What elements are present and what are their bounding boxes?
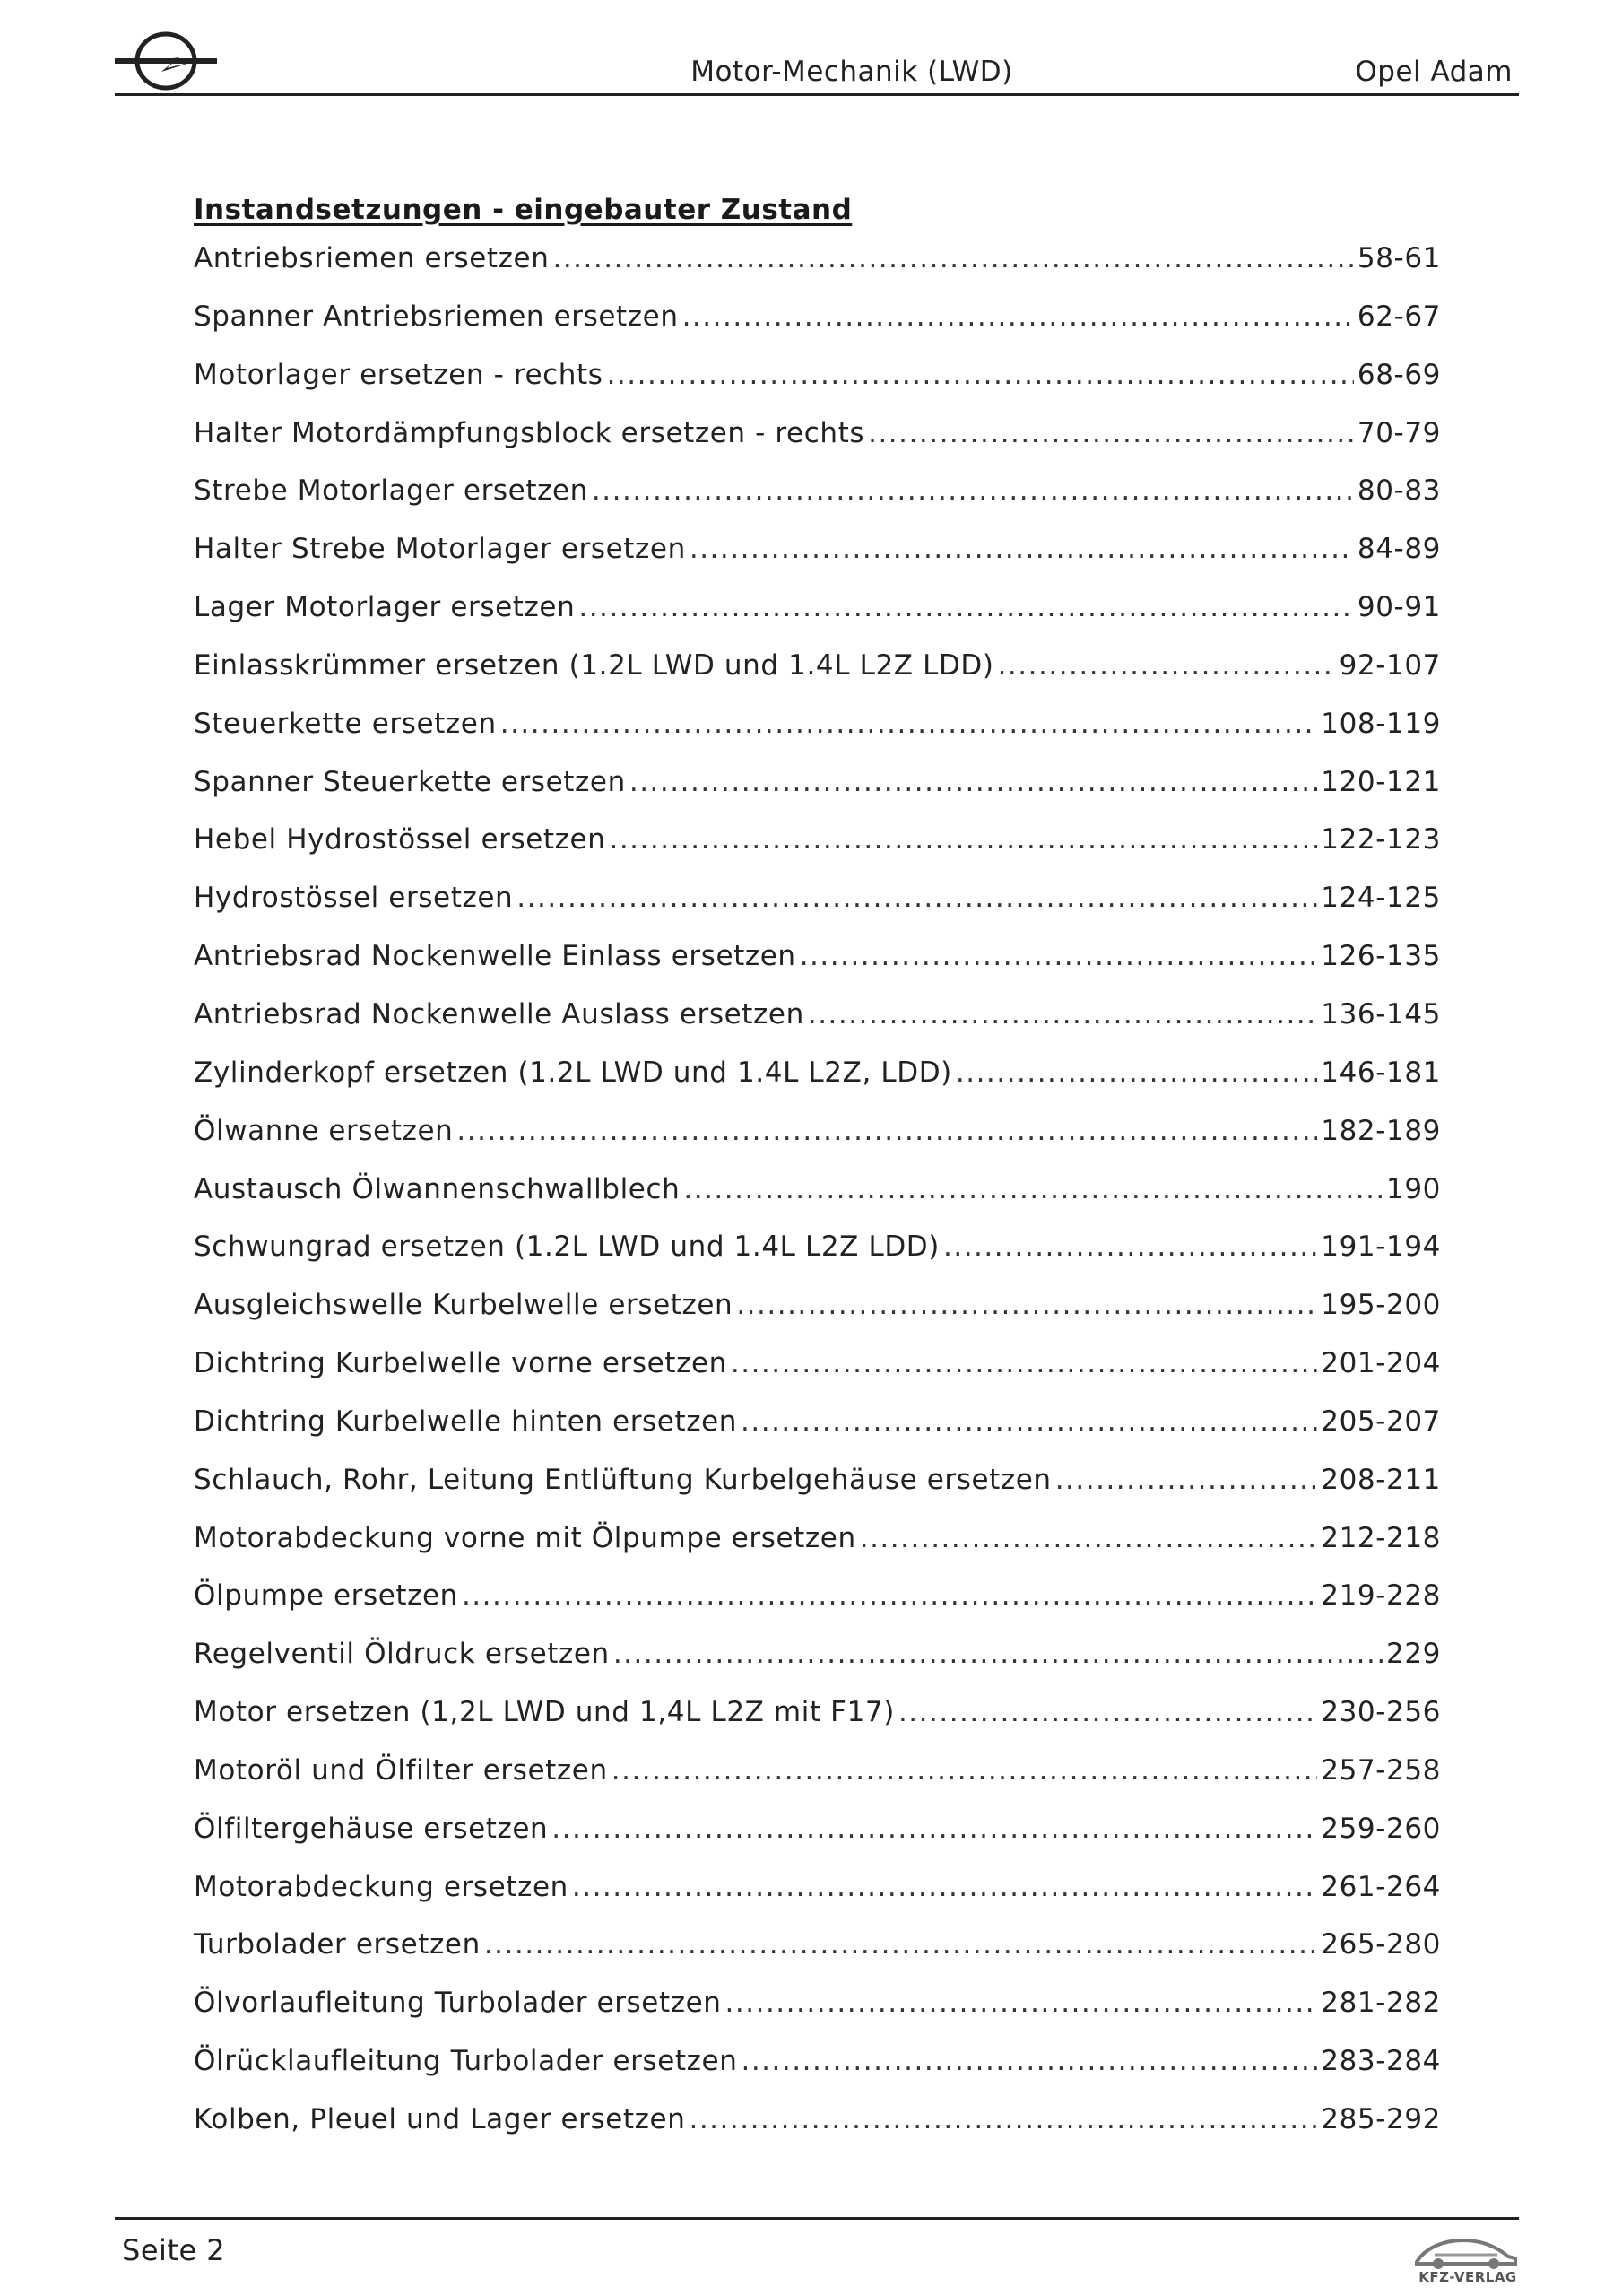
- toc-dot-leader: [572, 1871, 1317, 1903]
- toc-entry: [194, 1289, 1441, 1347]
- toc-entry-pages: 281-282: [1321, 1987, 1441, 2020]
- toc-entry-pages: 230-256: [1321, 1696, 1441, 1729]
- toc-entry-pages: 108-119: [1321, 707, 1441, 740]
- toc-entry-pages: 182-189: [1321, 1114, 1441, 1147]
- toc-entry: [194, 1115, 1441, 1173]
- toc-entry-pages: 283-284: [1321, 2045, 1441, 2078]
- page-number: Seite 2: [122, 2233, 226, 2267]
- toc-entry: [194, 1347, 1441, 1405]
- footer-divider: [115, 2217, 1519, 2220]
- toc-entry: [194, 1464, 1441, 1522]
- vehicle-model: Opel Adam: [1355, 56, 1513, 88]
- toc-entry: [194, 1579, 1441, 1638]
- toc-dot-leader: [736, 1289, 1317, 1321]
- toc-entry-pages: 190: [1386, 1172, 1441, 1205]
- toc-entry-pages: 257-258: [1321, 1753, 1441, 1787]
- toc-entry-title: Strebe Motorlager ersetzen: [194, 474, 588, 508]
- toc-entry-title: Ausgleichswelle Kurbelwelle ersetzen: [194, 1289, 733, 1322]
- toc-entry-pages: 229: [1386, 1638, 1441, 1671]
- toc-entry-title: Motorlager ersetzen - rechts: [194, 358, 603, 391]
- toc-entry-title: Spanner Steuerkette ersetzen: [194, 765, 626, 798]
- toc-entry-title: Motorabdeckung vorne mit Ölpumpe ersetzen: [194, 1521, 856, 1554]
- toc-entry-title: Hydrostössel ersetzen: [194, 882, 514, 915]
- toc-dot-leader: [516, 882, 1317, 914]
- toc-entry: [194, 1987, 1441, 2045]
- toc-entry: [194, 1405, 1441, 1464]
- toc-entry: [194, 649, 1441, 708]
- toc-dot-leader: [860, 1522, 1318, 1554]
- toc-entry-pages: 219-228: [1321, 1579, 1441, 1613]
- toc-dot-leader: [689, 2103, 1317, 2135]
- toc-dot-leader: [808, 998, 1317, 1031]
- opel-logo-icon: [115, 29, 217, 93]
- toc-dot-leader: [607, 359, 1354, 391]
- toc-dot-leader: [484, 1928, 1317, 1961]
- toc-dot-leader: [613, 1638, 1383, 1670]
- toc-entry-pages: 259-260: [1321, 1812, 1441, 1845]
- toc-dot-leader: [609, 823, 1317, 856]
- toc-dot-leader: [956, 1057, 1317, 1089]
- toc-dot-leader: [943, 1231, 1317, 1263]
- toc-entry-title: Motor ersetzen (1,2L LWD und 1,4L L2Z mit F17): [194, 1696, 895, 1729]
- toc-entry: [194, 591, 1441, 649]
- toc-entry-pages: 124-125: [1321, 882, 1441, 915]
- toc-dot-leader: [898, 1696, 1317, 1728]
- toc-entry-pages: 285-292: [1321, 2103, 1441, 2135]
- toc-entry-title: Halter Motordämpfungsblock ersetzen - rechts: [194, 416, 865, 449]
- toc-dot-leader: [552, 242, 1353, 274]
- toc-entry-pages: 120-121: [1321, 765, 1441, 798]
- toc-entry-title: Steuerkette ersetzen: [194, 707, 497, 740]
- toc-entry: [194, 300, 1441, 359]
- toc-dot-leader: [551, 1813, 1317, 1845]
- toc-dot-leader: [731, 1347, 1317, 1379]
- toc-entry-pages: 80-83: [1357, 474, 1441, 508]
- toc-entry: [194, 359, 1441, 417]
- toc-dot-leader: [578, 591, 1354, 623]
- toc-entry: [194, 1813, 1441, 1871]
- toc-dot-leader: [683, 1173, 1383, 1205]
- toc-dot-leader: [741, 1405, 1317, 1438]
- toc-entry-title: Turbolader ersetzen: [194, 1928, 481, 1961]
- toc-entry: [194, 533, 1441, 591]
- toc-entry-title: Motorabdeckung ersetzen: [194, 1870, 568, 1903]
- toc-entry: [194, 1057, 1441, 1115]
- toc-dot-leader: [612, 1754, 1318, 1787]
- toc-entry-title: Ölfiltergehäuse ersetzen: [194, 1812, 549, 1845]
- toc-entry: [194, 1871, 1441, 1929]
- toc-entry: [194, 2045, 1441, 2103]
- toc-entry-pages: 68-69: [1357, 358, 1441, 391]
- toc-entry: [194, 1231, 1441, 1289]
- toc-entry: [194, 1754, 1441, 1813]
- toc-entry-pages: 58-61: [1357, 242, 1441, 274]
- toc-entry-title: Zylinderkopf ersetzen (1.2L LWD und 1.4L L2Z, LDD): [194, 1056, 952, 1089]
- toc-entry-title: Motoröl und Ölfilter ersetzen: [194, 1753, 608, 1787]
- toc-entry-title: Einlasskrümmer ersetzen (1.2L LWD und 1.4L L2Z LDD): [194, 648, 994, 682]
- toc-entry-pages: 122-123: [1321, 823, 1441, 857]
- toc-dot-leader: [629, 766, 1317, 798]
- toc-entry-title: Dichtring Kurbelwelle vorne ersetzen: [194, 1347, 727, 1380]
- toc-dot-leader: [800, 940, 1318, 972]
- toc-entry: [194, 940, 1441, 998]
- toc-entry-pages: 208-211: [1321, 1463, 1441, 1496]
- toc-entry-title: Lager Motorlager ersetzen: [194, 591, 576, 624]
- toc-entry-title: Kolben, Pleuel und Lager ersetzen: [194, 2103, 686, 2135]
- toc-entry-title: Antriebsrad Nockenwelle Einlass ersetzen: [194, 940, 796, 973]
- toc-entry-title: Ölwanne ersetzen: [194, 1114, 454, 1147]
- toc-dot-leader: [500, 708, 1318, 740]
- toc-entry: [194, 242, 1441, 300]
- toc-entry-title: Ölpumpe ersetzen: [194, 1579, 458, 1613]
- toc-entry: [194, 474, 1441, 533]
- toc-entry-title: Regelventil Öldruck ersetzen: [194, 1638, 610, 1671]
- toc-dot-leader: [690, 533, 1354, 565]
- publisher-logo-text: KFZ-VERLAG: [1418, 2269, 1517, 2285]
- document-title: Motor-Mechanik (LWD): [690, 56, 1013, 88]
- toc-entry: [194, 417, 1441, 475]
- toc-entry-pages: 62-67: [1357, 300, 1441, 333]
- toc-entry: [194, 998, 1441, 1057]
- toc-dot-leader: [462, 1579, 1317, 1612]
- toc-entry-pages: 205-207: [1321, 1405, 1441, 1438]
- table-of-contents: [194, 242, 1441, 2161]
- toc-entry-title: Dichtring Kurbelwelle hinten ersetzen: [194, 1405, 738, 1438]
- toc-entry-pages: 92-107: [1339, 648, 1441, 682]
- toc-entry: [194, 708, 1441, 766]
- toc-entry-pages: 261-264: [1321, 1870, 1441, 1903]
- header-divider: [115, 93, 1519, 96]
- toc-dot-leader: [1055, 1464, 1318, 1496]
- toc-entry-pages: 126-135: [1321, 940, 1441, 973]
- toc-entry-title: Schwungrad ersetzen (1.2L LWD und 1.4L L2Z LDD): [194, 1231, 940, 1264]
- toc-entry: [194, 882, 1441, 940]
- toc-entry-pages: 191-194: [1321, 1231, 1441, 1264]
- toc-entry-pages: 90-91: [1357, 591, 1441, 624]
- toc-entry-pages: 212-218: [1321, 1521, 1441, 1554]
- toc-entry-pages: 84-89: [1357, 533, 1441, 566]
- toc-dot-leader: [741, 2045, 1317, 2077]
- toc-dot-leader: [682, 300, 1354, 333]
- toc-entry-title: Antriebsriemen ersetzen: [194, 242, 550, 274]
- toc-entry-title: Antriebsrad Nockenwelle Auslass ersetzen: [194, 997, 804, 1031]
- toc-entry-pages: 146-181: [1321, 1056, 1441, 1089]
- toc-entry-title: Hebel Hydrostössel ersetzen: [194, 823, 606, 857]
- toc-entry-pages: 70-79: [1357, 416, 1441, 449]
- toc-dot-leader: [456, 1115, 1317, 1147]
- toc-entry-title: Halter Strebe Motorlager ersetzen: [194, 533, 686, 566]
- toc-dot-leader: [725, 1987, 1318, 2019]
- toc-entry: [194, 1696, 1441, 1754]
- toc-entry: [194, 2103, 1441, 2161]
- section-title: Instandsetzungen - eingebauter Zustand: [194, 194, 853, 226]
- toc-entry: [194, 823, 1441, 882]
- toc-entry: [194, 1638, 1441, 1696]
- toc-entry-title: Schlauch, Rohr, Leitung Entlüftung Kurbelgehäuse ersetzen: [194, 1463, 1052, 1496]
- toc-entry: [194, 766, 1441, 824]
- toc-entry: [194, 1928, 1441, 1987]
- toc-entry-pages: 136-145: [1321, 997, 1441, 1031]
- toc-dot-leader: [998, 649, 1336, 682]
- toc-entry-title: Ölvorlaufleitung Turbolader ersetzen: [194, 1987, 722, 2020]
- toc-entry-title: Spanner Antriebsriemen ersetzen: [194, 300, 679, 333]
- toc-entry-pages: 195-200: [1321, 1289, 1441, 1322]
- toc-entry-pages: 265-280: [1321, 1928, 1441, 1961]
- toc-dot-leader: [868, 417, 1354, 449]
- toc-dot-leader: [592, 474, 1354, 507]
- toc-entry-pages: 201-204: [1321, 1347, 1441, 1380]
- toc-entry-title: Ölrücklaufleitung Turbolader ersetzen: [194, 2045, 738, 2078]
- toc-entry: [194, 1522, 1441, 1580]
- toc-entry-title: Austausch Ölwannenschwallblech: [194, 1172, 681, 1205]
- toc-entry: [194, 1173, 1441, 1231]
